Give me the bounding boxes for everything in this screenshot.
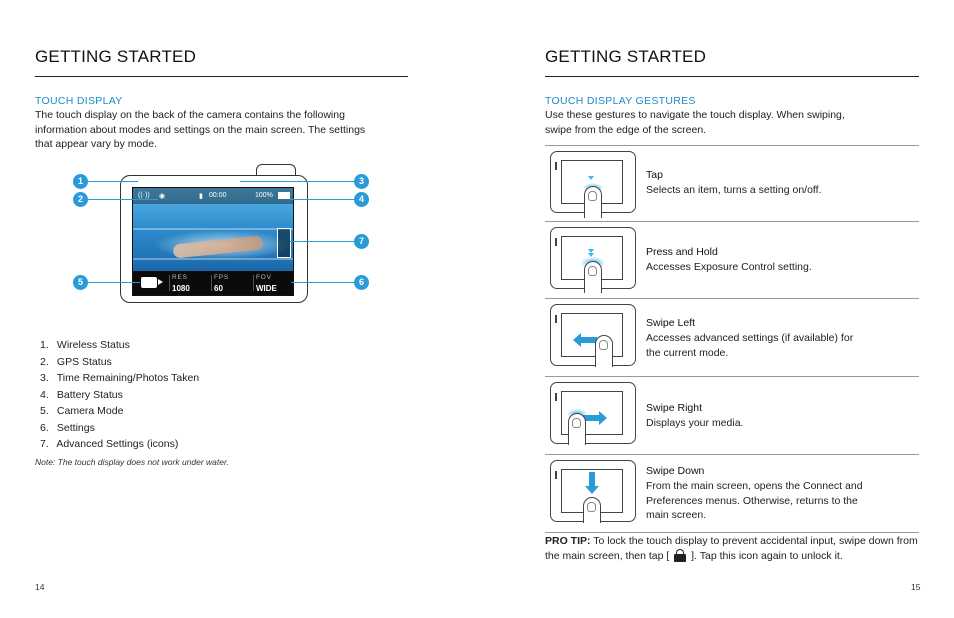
settings-bar — [133, 271, 293, 295]
intro-paragraph — [545, 108, 925, 137]
page-heading: GETTING STARTED — [35, 47, 197, 66]
intro-line: The touch display on the back of the camera contains the following — [35, 109, 345, 121]
callout-7: 7 — [354, 234, 369, 249]
gesture-desc-swipe-left: Accesses advanced settings (if available) for the current mode. — [646, 332, 854, 359]
battery-percent: 100% — [255, 192, 273, 199]
swipe-left-illustration — [550, 304, 636, 366]
section-label: TOUCH DISPLAY GESTURES — [545, 95, 696, 107]
swipe-right-illustration — [550, 382, 636, 444]
page-number: 15 — [911, 582, 921, 592]
status-bar — [133, 188, 293, 204]
finger-icon — [584, 261, 602, 293]
wifi-icon: ((·)) — [138, 192, 150, 199]
arrow-down-icon — [585, 486, 599, 494]
heading-rule — [35, 76, 408, 77]
page-heading: GETTING STARTED — [545, 47, 707, 66]
water-note: Note: The touch display does not work under water. — [35, 457, 229, 467]
swipe-down-illustration — [550, 460, 636, 522]
arrow-right-icon — [599, 411, 607, 425]
gesture-desc-press-hold: Accesses Exposure Control setting. — [646, 261, 812, 273]
callout-2: 2 — [73, 192, 88, 207]
setting-fov: FOV WIDE — [256, 274, 277, 293]
list-item: 5. Camera Mode — [40, 405, 124, 417]
callout-5: 5 — [73, 275, 88, 290]
intro-line: swipe from the edge of the screen. — [545, 123, 707, 136]
lock-icon — [674, 549, 686, 561]
right-page — [477, 0, 954, 618]
feature-list — [40, 337, 199, 453]
heading-rule — [545, 76, 919, 77]
gesture-desc-swipe-down: From the main screen, opens the Connect and Preferences menus. Otherwise, returns to the main screen. — [646, 480, 863, 521]
list-item: 1. Wireless Status — [40, 339, 130, 351]
list-item: 3. Time Remaining/Photos Taken — [40, 372, 200, 384]
intro-paragraph — [35, 108, 415, 152]
battery-icon — [278, 192, 290, 199]
tap-illustration — [550, 151, 636, 213]
gesture-title-swipe-left: Swipe Left — [646, 317, 696, 329]
gesture-desc-swipe-right: Displays your media. — [646, 417, 744, 429]
finger-icon — [595, 335, 613, 367]
gesture-desc-tap: Selects an item, turns a setting on/off. — [646, 184, 822, 196]
time-remaining: 00:00 — [209, 192, 227, 199]
advanced-settings-icon — [277, 228, 291, 258]
intro-line: that appear vary by mode. — [35, 138, 157, 150]
finger-icon — [568, 413, 586, 445]
list-item: 4. Battery Status — [40, 388, 123, 401]
intro-line: information about modes and settings on the main screen. The settings — [35, 123, 366, 136]
pro-tip-label: PRO TIP: — [545, 535, 591, 547]
gesture-title-tap: Tap — [646, 169, 663, 181]
gps-icon: ◉ — [159, 193, 166, 200]
video-camera-icon — [141, 277, 157, 288]
callout-6: 6 — [354, 275, 369, 290]
callout-4: 4 — [354, 192, 369, 207]
page-number: 14 — [35, 582, 45, 592]
finger-icon — [583, 497, 601, 523]
gesture-title-swipe-right: Swipe Right — [646, 402, 703, 414]
press-and-hold-illustration — [550, 227, 636, 289]
sd-card-icon: ▮ — [199, 193, 203, 200]
setting-res: RES 1080 — [172, 274, 190, 293]
list-item: 2. GPS Status — [40, 355, 112, 368]
setting-fps: FPS 60 — [214, 274, 230, 293]
section-label: TOUCH DISPLAY — [35, 95, 123, 107]
touch-display-screen — [132, 187, 294, 296]
list-item: 6. Settings — [40, 421, 95, 434]
callout-3: 3 — [354, 174, 369, 189]
gesture-title-swipe-down: Swipe Down — [646, 465, 705, 477]
gesture-title-press-hold: Press and Hold — [646, 246, 718, 258]
callout-1: 1 — [73, 174, 88, 189]
finger-icon — [584, 186, 602, 218]
list-item: 7. Advanced Settings (icons) — [40, 438, 179, 450]
pro-tip: PRO TIP: To lock the touch display to prevent accidental input, swipe down from the main screen, then tap [ ]. Tap this icon again to unlock it. — [545, 535, 918, 562]
intro-line: Use these gestures to navigate the touch display. When swiping, — [545, 109, 845, 121]
arrow-left-icon — [573, 333, 581, 347]
